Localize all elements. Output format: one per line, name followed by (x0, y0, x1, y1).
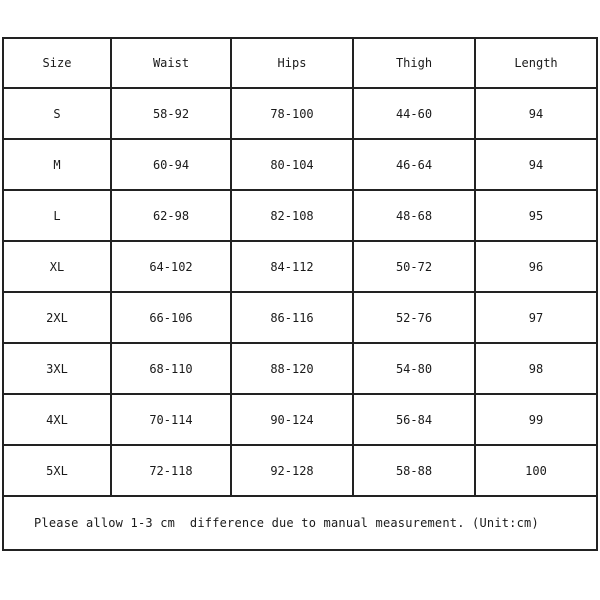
thigh-cell: 44-60 (353, 88, 475, 139)
table-row (3, 88, 597, 139)
length-cell: 97 (475, 292, 597, 343)
hips-cell: 78-100 (231, 88, 353, 139)
column-header-hips: Hips (231, 38, 353, 88)
table-row (3, 343, 597, 394)
table-footer-row (3, 496, 597, 550)
length-cell: 99 (475, 394, 597, 445)
thigh-cell: 52-76 (353, 292, 475, 343)
length-cell: 95 (475, 190, 597, 241)
thigh-cell: 58-88 (353, 445, 475, 496)
waist-cell: 68-110 (111, 343, 231, 394)
length-cell: 96 (475, 241, 597, 292)
hips-cell: 84-112 (231, 241, 353, 292)
waist-cell: 62-98 (111, 190, 231, 241)
size-cell: XL (3, 241, 111, 292)
length-cell: 98 (475, 343, 597, 394)
size-cell: S (3, 88, 111, 139)
size-chart (2, 37, 596, 563)
measurement-note: Please allow 1-3 cm difference due to manual measurement. (Unit:cm) (3, 496, 597, 550)
hips-cell: 86-116 (231, 292, 353, 343)
table-row (3, 190, 597, 241)
thigh-cell: 48-68 (353, 190, 475, 241)
table-row (3, 139, 597, 190)
waist-cell: 72-118 (111, 445, 231, 496)
table-row (3, 445, 597, 496)
table-header-row (3, 38, 597, 88)
hips-cell: 90-124 (231, 394, 353, 445)
thigh-cell: 56-84 (353, 394, 475, 445)
column-header-thigh: Thigh (353, 38, 475, 88)
table-row (3, 241, 597, 292)
hips-cell: 92-128 (231, 445, 353, 496)
table-row (3, 292, 597, 343)
size-cell: 3XL (3, 343, 111, 394)
size-cell: 4XL (3, 394, 111, 445)
size-cell: 5XL (3, 445, 111, 496)
hips-cell: 82-108 (231, 190, 353, 241)
length-cell: 94 (475, 88, 597, 139)
column-header-waist: Waist (111, 38, 231, 88)
thigh-cell: 46-64 (353, 139, 475, 190)
table-row (3, 394, 597, 445)
waist-cell: 60-94 (111, 139, 231, 190)
size-cell: 2XL (3, 292, 111, 343)
waist-cell: 70-114 (111, 394, 231, 445)
size-cell: L (3, 190, 111, 241)
waist-cell: 58-92 (111, 88, 231, 139)
column-header-size: Size (3, 38, 111, 88)
size-cell: M (3, 139, 111, 190)
thigh-cell: 54-80 (353, 343, 475, 394)
size-table (2, 37, 598, 551)
hips-cell: 80-104 (231, 139, 353, 190)
thigh-cell: 50-72 (353, 241, 475, 292)
hips-cell: 88-120 (231, 343, 353, 394)
column-header-length: Length (475, 38, 597, 88)
length-cell: 100 (475, 445, 597, 496)
waist-cell: 64-102 (111, 241, 231, 292)
waist-cell: 66-106 (111, 292, 231, 343)
length-cell: 94 (475, 139, 597, 190)
